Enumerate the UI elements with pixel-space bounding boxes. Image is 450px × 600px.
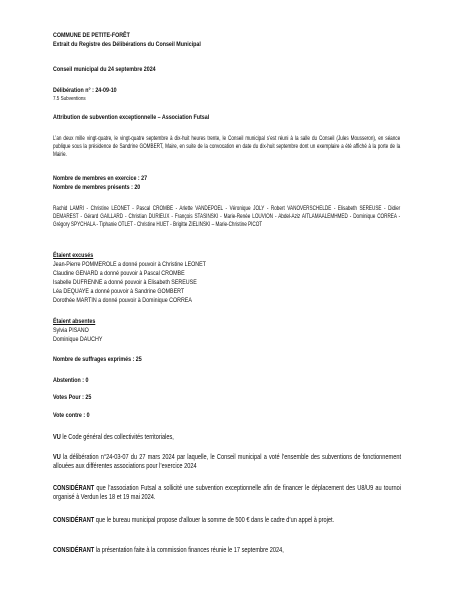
consideration-text: le Code général des collectivités territoriales, xyxy=(60,432,174,441)
members-present: Nombre de membres présents : 20 xyxy=(53,184,141,191)
consideration-lead: CONSIDÉRANT xyxy=(53,483,95,492)
commune-name: COMMUNE DE PETITE-FORÊT xyxy=(53,32,130,39)
meeting-title: Conseil municipal du 24 septembre 2024 xyxy=(53,66,156,73)
votes-against: Vote contre : 0 xyxy=(53,412,90,419)
absent-heading: Étaient absentes xyxy=(53,318,96,325)
intro-paragraph: L’an deux mille vingt-quatre, le vingt-quatre septembre à dix-huit heures trente, le Conseil municipal s’est réuni à la salle du Conseil (Jules Mousseron), en séance publique sous la présidence de Sandrine GOMBERT, Maire, en suite de la convocation en date du dix-huit septembre dont un exemplaire a été affiché à la porte de la Mairie. xyxy=(53,135,401,159)
deliberation-number: Délibération n° : 24-09-10 xyxy=(53,87,117,94)
votes-abstention: Abstention : 0 xyxy=(53,377,89,384)
excused-line: Léa DEQUAYE a donné pouvoir à Sandrine GOMBERT xyxy=(53,288,185,295)
excused-line: Isabelle DUFRENNE a donné pouvoir à Elisabeth SEREUSE xyxy=(53,279,197,286)
excused-heading: Étaient excusés xyxy=(53,252,94,259)
deliberation-subject: Attribution de subvention exceptionnelle – Association Futsal xyxy=(53,114,210,121)
consideration-item xyxy=(53,452,401,471)
consideration-text: la délibération n°24-03-07 du 27 mars 2024 par laquelle, le Conseil municipal a voté l’ensemble des subventions de fonctionnement allouées aux différentes associations pour l’exercice 2024 xyxy=(53,452,402,471)
consideration-text: la présentation faite à la commission finances réunie le 17 septembre 2024, xyxy=(94,545,284,554)
members-in-office: Nombre de membres en exercice : 27 xyxy=(53,175,148,182)
excused-line: Dorothée MARTIN a donné pouvoir à Dominique CORREA xyxy=(53,297,192,304)
excused-line: Jean-Pierre POMMEROLE a donné pouvoir à Christine LEONET xyxy=(53,261,206,268)
deliberation-category: 7.5 Subventions xyxy=(53,96,86,102)
consideration-text: que l’association Futsal a sollicité une subvention exceptionnelle afin de financer le déplacement des U8/U9 au tournoi organisé à Verdun les 18 et 19 mai 2024. xyxy=(53,483,402,502)
votes-expressed: Nombre de suffrages exprimés : 25 xyxy=(53,356,142,363)
consideration-lead: CONSIDÉRANT xyxy=(53,545,95,554)
votes-for: Votes Pour : 25 xyxy=(53,394,92,401)
consideration-item xyxy=(53,483,401,502)
consideration-lead: VU xyxy=(53,452,61,461)
absent-line: Sylvia PISANO xyxy=(53,327,89,334)
consideration-lead: CONSIDÉRANT xyxy=(53,515,95,524)
absent-line: Dominique DAUCHY xyxy=(53,336,103,343)
consideration-lead: VU xyxy=(53,432,61,441)
registry-title: Extrait du Registre des Délibérations du Conseil Municipal xyxy=(53,41,201,48)
excused-line: Claudine GENARD a donné pouvoir à Pascal CROMBE xyxy=(53,270,185,277)
consideration-item xyxy=(53,515,401,524)
consideration-item xyxy=(53,545,401,554)
consideration-item xyxy=(53,432,401,441)
consideration-text: que le bureau municipal propose d’allouer la somme de 500 € dans le cadre d’un appel à projet. xyxy=(94,515,335,524)
present-members-list: Rachid LAMRI - Christine LEONET - Pascal CROMBE - Arlette VANDEPOEL - Véronique JOLY - Robert VANOVERSCHELDE - Elisabeth SEREUSE - Didier DEMAREST - Gérard GAILLARD - Christian DURIEUX - François STASINSKI - Marie-Renée LOUVION - Abdel-Aziz AITLAMAALEMHMED - Dominique CORREA - Grégory SPYCHALA - Tiphanie OTLET - Christine HUET - Brigitte ZIELINSKI – Marie-Christine PICOT xyxy=(53,205,401,229)
